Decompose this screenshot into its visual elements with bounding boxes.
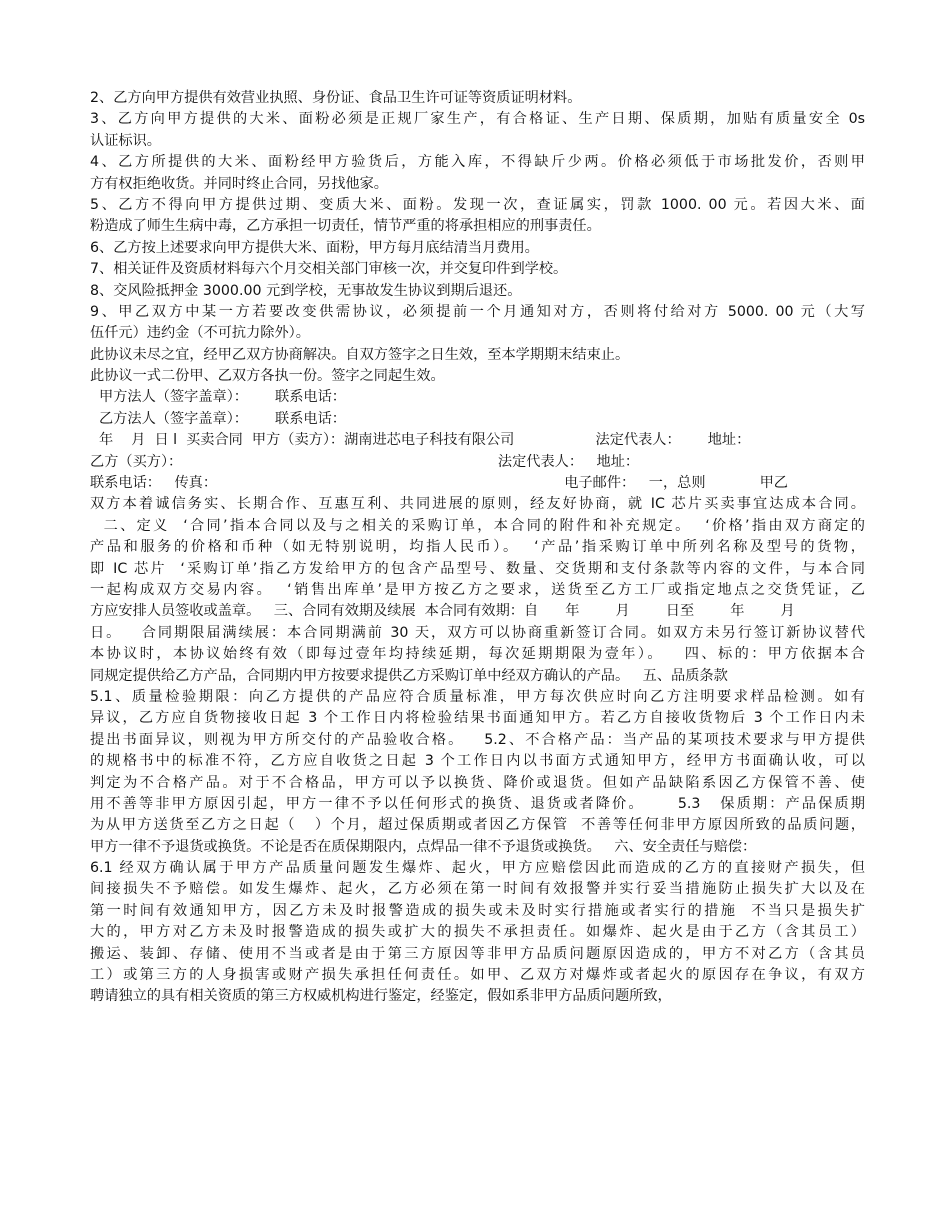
document-line: 2、乙方向甲方提供有效营业执照、身份证、食品卫生许可证等资质证明材料。 [90, 90, 582, 106]
document-line: 本协议时，本协议始终有效（即每过壹年均持续延期，每次延期期限为壹年）。 四、标的：甲方依据本合 [90, 646, 865, 663]
document-line: 7、相关证件及资质材料每六个月交相关部门审核一次，并交复印件到学校。 [90, 261, 568, 278]
document-line: 二、定义 ‘合同’指本合同以及与之相关的采购订单，本合同的附件和补充规定。 ‘价格’指由双方商定的 [90, 517, 865, 534]
document-line: 用不善等非甲方原因引起，甲方一律不予以任何形式的换货、退货或者降价。 5.3 保质期：产品保质期 [90, 795, 865, 812]
document-line: 为从甲方送货至乙方之日起（ ）个月，超过保质期或者因乙方保管 不善等任何非甲方原因所致的品质问题， [90, 817, 865, 834]
document-line: 一起构成双方交易内容。 ‘销售出库单’是甲方按乙方之要求，送货至乙方工厂或指定地点之交货凭证，乙 [90, 581, 865, 598]
document-line: 第一时间有效通知甲方，因乙方未及时报警造成的损失或未及时实行措施或者实行的措施 不当只是损失扩 [90, 902, 865, 919]
document-line: 方有权拒绝收货。并同时终止合同，另找他家。 [90, 175, 388, 192]
document-line: 即 IC 芯片 ‘采购订单’指乙方发给甲方的包含产品型号、数量、交货期和支付条款等内容的文件，与本合同 [90, 560, 865, 577]
document-line: 同规定提供给乙方产品，合同期内甲方按要求提供乙方采购订单中经双方确认的产品。 五、品质条款 [90, 667, 728, 684]
document-line: 聘请独立的具有相关资质的第三方权威机构进行鉴定，经鉴定，假如系非甲方品质问题所致， [90, 988, 672, 1005]
document-line: 联系电话： 传真： 电子邮件： 一，总则 甲乙 [90, 475, 788, 492]
document-line: 间接损失不予赔偿。如发生爆炸、起火，乙方必须在第一时间有效报警并实行妥当措施防止损失扩大以及在 [90, 881, 865, 898]
document-line: 甲方法人（签字盖章）： 联系电话： [90, 389, 346, 406]
document-line: 提出书面异议，则视为甲方所交付的产品验收合格。 5.2、不合格产品：当产品的某项技术要求与甲方提供 [90, 731, 865, 748]
document-line: 5.1、质量检验期限：向乙方提供的产品应符合质量标准，甲方每次供应时向乙方注明要求样品检测。如有 [90, 688, 865, 705]
document-line: 判定为不合格产品。对于不合格品，甲方可以予以换货、降价或退货。但如产品缺陷系因乙方保管不善、使 [90, 774, 865, 791]
document-line: 9、甲乙双方中某一方若要改变供需协议，必须提前一个月通知对方，否则将付给对方 5000. 00 元（大写 [90, 303, 865, 320]
document-line: 粉造成了师生生病中毒，乙方承担一切责任，情节严重的将承担相应的刑事责任。 [90, 218, 601, 235]
document-line: 4、乙方所提供的大米、面粉经甲方验货后，方能入库，不得缺斤少两。价格必须低于市场批发价，否则甲 [90, 154, 865, 171]
document-line: 伍仟元）违约金（不可抗力除外）。 [90, 325, 310, 342]
document-line: 3、乙方向甲方提供的大米、面粉必须是正规厂家生产，有合格证、生产日期、保质期，加贴有质量安全 0s [90, 111, 865, 128]
document-line: 认证标识。 [90, 132, 161, 149]
document-line: 搬运、装卸、存储、使用不当或者是由于第三方原因等非甲方品质问题原因造成的，甲方不对乙方（含其员 [90, 945, 865, 962]
document-line: 日。 合同期限届满续展：本合同期满前 30 天，双方可以协商重新签订合同。如双方未另行签订新协议替代 [90, 624, 865, 641]
document-line: 甲方一律不予退货或换货。不论是否在质保期限内，点焊品一律不予退货或换货。 六、安全责任与赔偿： [90, 838, 757, 855]
document-line: 8、交风险抵押金 3000.00 元到学校，无事故发生协议到期后退还。 [90, 282, 522, 299]
document-line: 产品和服务的价格和币种（如无特别说明，均指人民币）。 ‘产品’指采购订单中所列名称及型号的货物， [90, 539, 865, 556]
document-line: 大的，甲方对乙方未及时报警造成的损失或扩大的损失不承担责任。如爆炸、起火是由于乙方（含其员工） [90, 924, 865, 941]
document-body [90, 88, 865, 1008]
document-line: 此协议一式二份甲、乙双方各执一份。签字之同起生效。 [90, 368, 445, 385]
document-line: 6.1 经双方确认属于甲方产品质量问题发生爆炸、起火，甲方应赔偿因此而造成的乙方的直接财产损失，但 [90, 860, 865, 877]
document-line: 双方本着诚信务实、长期合作、互惠互利、共同进展的原则，经友好协商，就 IC 芯片买卖事宜达成本合同。 [90, 496, 865, 513]
document-line: 此协议未尽之宜，经甲乙双方协商解决。自双方签字之日生效，至本学期期末结束止。 [90, 346, 630, 363]
document-line: 的规格书中的标准不符，乙方应自收货之日起 3 个工作日内以书面方式通知甲方，经甲方书面确认收，可以 [90, 753, 865, 770]
document-line: 乙方（买方）： 法定代表人： 地址： [90, 453, 640, 470]
document-line: 异议，乙方应自货物接收日起 3 个工作日内将检验结果书面通知甲方。若乙方自接收货物后 3 个工作日内未 [90, 710, 865, 727]
document-line: 5、乙方不得向甲方提供过期、变质大米、面粉。发现一次，查证属实，罚款 1000. 00 元。若因大米、面 [90, 196, 865, 213]
document-line: 6、乙方按上述要求向甲方提供大米、面粉，甲方每月底结清当月费用。 [90, 239, 539, 256]
document-line: 方应安排人员签收或盖章。 三、合同有效期及续展 本合同有效期：自 年 月 日至 年 月 [90, 603, 795, 620]
document-line: 乙方法人（签字盖章）： 联系电话： [90, 410, 346, 427]
document-line: 年 月 日 l 买卖合同 甲方（卖方）：湖南进芯电子科技有限公司 法定代表人： 地址： [90, 432, 751, 449]
document-line: 工）或第三方的人身损害或财产损失承担任何责任。如甲、乙双方对爆炸或者起火的原因存在争议，有双方 [90, 967, 865, 984]
